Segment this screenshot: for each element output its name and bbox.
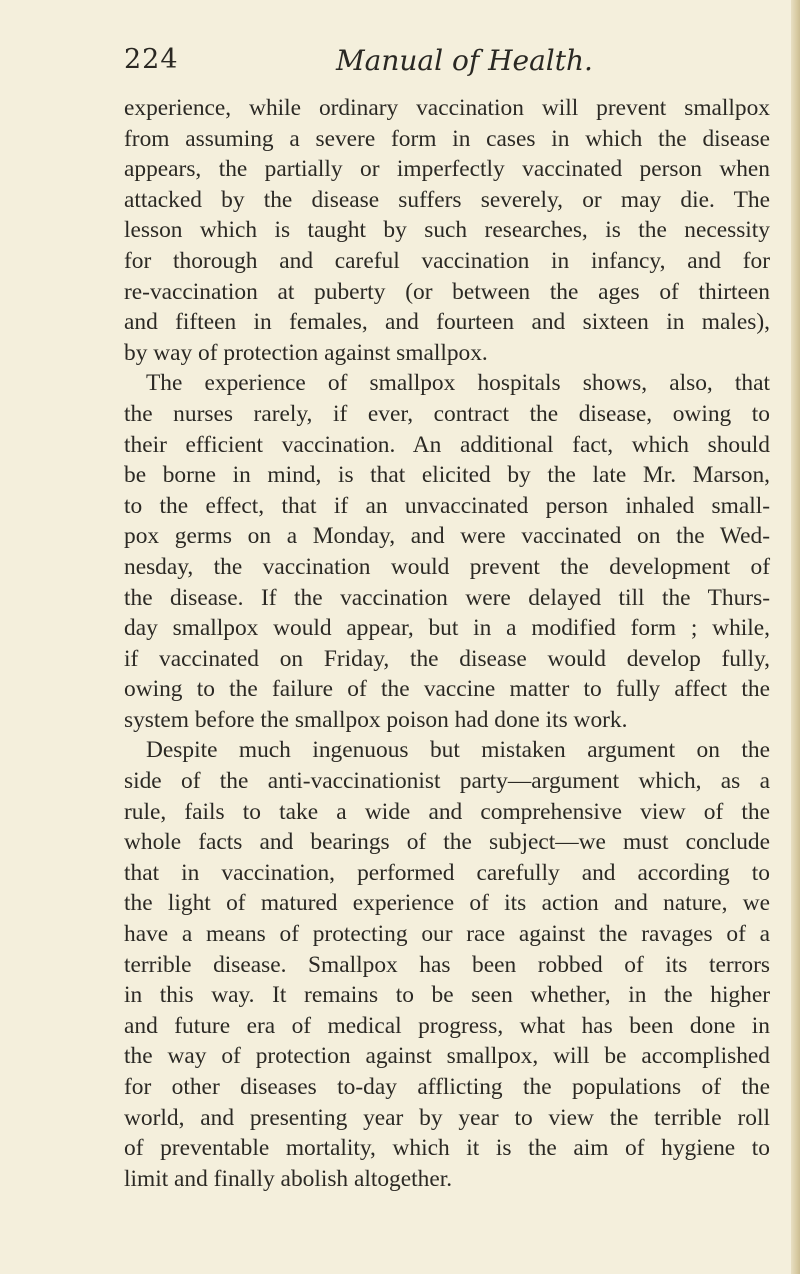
text-line: the light of matured experience of its action and nature, we <box>124 890 770 917</box>
text-line: and fifteen in females, and fourteen and sixteen in males), <box>124 309 770 336</box>
text-line: pox germs on a Monday, and were vaccinated on the Wed- <box>124 523 770 550</box>
text-line: if vaccinated on Friday, the disease would develop fully, <box>124 645 770 672</box>
text-line: of preventable mortality, which it is the aim of hygiene to <box>124 1135 770 1162</box>
page-number: 224 <box>124 44 179 75</box>
text-line: lesson which is taught by such researches, is the necessity <box>124 217 770 244</box>
page-edge <box>791 0 800 1274</box>
text-line: for thorough and careful vaccination in infancy, and for <box>124 247 770 274</box>
text-line: The experience of smallpox hospitals shows, also, that <box>146 370 770 397</box>
text-line: their efficient vaccination. An additional fact, which should <box>124 431 770 458</box>
text-line: limit and finally abolish altogether. <box>124 1165 453 1192</box>
text-line: appears, the partially or imperfectly vaccinated person when <box>124 156 770 183</box>
text-line: world, and presenting year by year to view the terrible roll <box>124 1104 770 1131</box>
text-line: in this way. It remains to be seen whether, in the higher <box>124 982 770 1009</box>
text-line: that in vaccination, performed carefully and according to <box>124 859 770 886</box>
text-line: whole facts and bearings of the subject—we must conclude <box>124 829 770 856</box>
text-line: attacked by the disease suffers severely, or may die. The <box>124 186 770 213</box>
body-text <box>124 93 770 1194</box>
text-line: day smallpox would appear, but in a modified form ; while, <box>124 615 770 642</box>
text-line: by way of protection against smallpox. <box>124 339 488 366</box>
text-line: re-vaccination at puberty (or between the ages of thirteen <box>124 278 770 305</box>
text-line: terrible disease. Smallpox has been robbed of its terrors <box>124 951 770 978</box>
text-line: rule, fails to take a wide and comprehensive view of the <box>124 798 770 825</box>
text-line: be borne in mind, is that elicited by the late Mr. Marson, <box>124 462 770 489</box>
text-line: for other diseases to-day afflicting the populations of the <box>124 1074 770 1100</box>
text-line: the nurses rarely, if ever, contract the disease, owing to <box>124 400 770 427</box>
text-line: the way of protection against smallpox, will be accomplished <box>124 1043 770 1070</box>
text-line: experience, while ordinary vaccination will prevent smallpox <box>124 95 770 121</box>
text-line: nesday, the vaccination would prevent the development of <box>124 553 770 580</box>
text-line: to the effect, that if an unvaccinated person inhaled small- <box>124 492 770 519</box>
text-line: system before the smallpox poison had done its work. <box>124 706 628 733</box>
text-line: owing to the failure of the vaccine matter to fully affect the <box>124 676 770 703</box>
running-head <box>124 44 770 84</box>
paragraph-3 <box>124 735 770 1194</box>
text-line: side of the anti-vaccinationist party—argument which, as a <box>124 768 770 795</box>
running-title: Manual of Health. <box>336 44 593 77</box>
text-line: Despite much ingenuous but mistaken argument on the <box>146 737 770 764</box>
text-line: the disease. If the vaccination were delayed till the Thurs- <box>124 584 770 611</box>
text-line: from assuming a severe form in cases in which the disease <box>124 125 770 152</box>
paragraph-2 <box>124 368 770 735</box>
text-line: have a means of protecting our race against the ravages of a <box>124 921 770 948</box>
paragraph-1 <box>124 93 770 368</box>
text-line: and future era of medical progress, what has been done in <box>124 1012 770 1039</box>
